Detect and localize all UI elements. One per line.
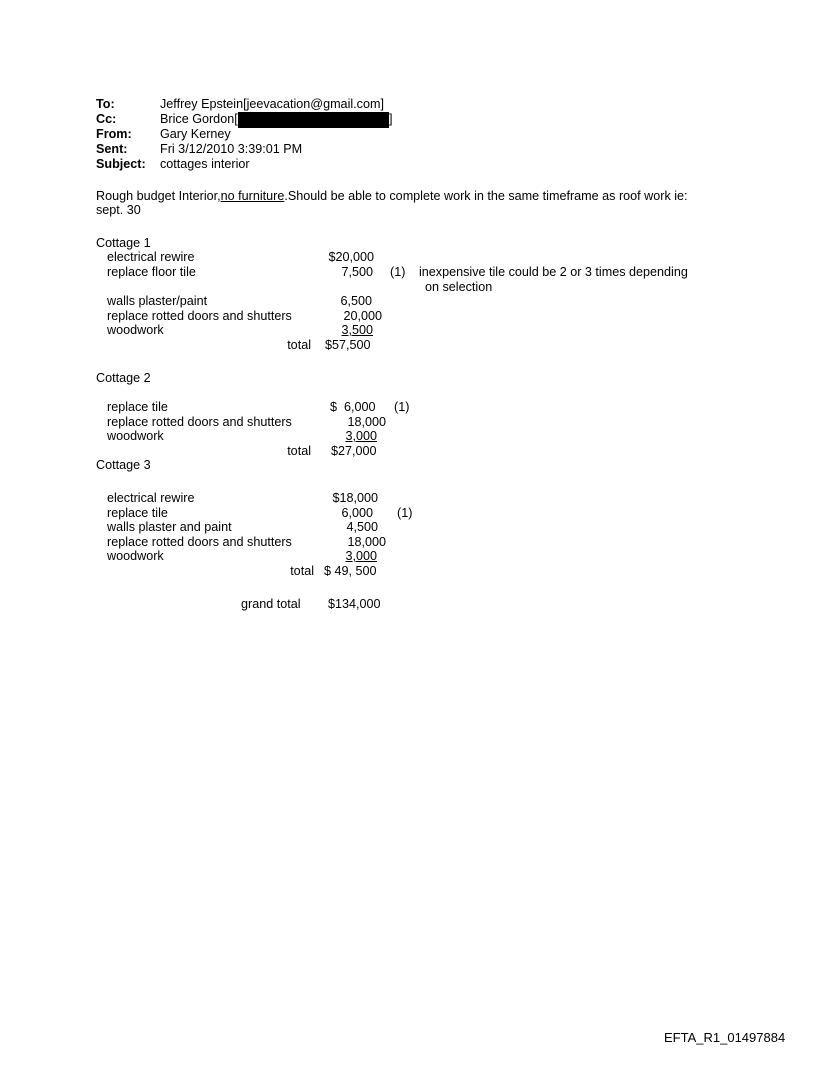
cottage1-item-label: replace rotted doors and shutters (107, 309, 292, 323)
document-id: EFTA_R1_01497884 (664, 1030, 786, 1045)
cottage2-item-label: replace rotted doors and shutters (107, 415, 292, 429)
cottage3-item-amount: 18,000 (347, 535, 386, 549)
cottage1-item-amount: 3,500 (341, 323, 373, 337)
cottage2-note-ref: (1) (394, 400, 410, 414)
sent-value: Fri 3/12/2010 3:39:01 PM (160, 142, 303, 156)
subject-label: Subject: (96, 157, 146, 171)
intro-line-1 (96, 189, 688, 203)
cottage3-item-label: electrical rewire (107, 491, 195, 505)
cc-close-bracket: ] (389, 112, 393, 126)
cottage2-total: $27,000 (331, 444, 377, 458)
cottage1-item-amount: $20,000 (328, 250, 374, 264)
intro-text-a: Rough budget Interior, (96, 189, 221, 203)
cottage3-item-label: walls plaster and paint (107, 520, 232, 534)
cottage1-item-label: replace floor tile (107, 265, 196, 279)
cottage1-note-cont: on selection (425, 280, 493, 294)
cottage3-title: Cottage 3 (96, 458, 151, 472)
cottage3-item-amount: 4,500 (346, 520, 378, 534)
cottage2-item-amount: 18,000 (347, 415, 386, 429)
grand-total-label: grand total (241, 597, 301, 611)
intro-text-b: .Should be able to complete work in the same timeframe as roof work ie: (284, 189, 688, 203)
cottage1-total-label: total (287, 338, 311, 352)
cottage1-item-amount: 6,500 (340, 294, 372, 308)
cottage1-total: $57,500 (325, 338, 371, 352)
cottage3-item-label: replace tile (107, 506, 168, 520)
to-value: Jeffrey Epstein[jeevacation@gmail.com] (160, 97, 384, 111)
cottage2-item-label: replace tile (107, 400, 168, 414)
cottage1-item-label: woodwork (107, 323, 164, 337)
intro-underlined: no furniture (220, 189, 285, 203)
cottage1-item-label: walls plaster/paint (107, 294, 208, 308)
cottage2-title: Cottage 2 (96, 371, 151, 385)
cottage1-item-amount: 20,000 (343, 309, 382, 323)
intro-line-2: sept. 30 (96, 203, 141, 217)
cottage1-note: inexpensive tile could be 2 or 3 times depending (419, 265, 688, 279)
cottage3-item-label: replace rotted doors and shutters (107, 535, 292, 549)
cottage3-total: $ 49, 500 (324, 564, 377, 578)
subject-value: cottages interior (160, 157, 250, 171)
cottage2-item-amount: 3,000 (345, 429, 377, 443)
cottage2-item-label: woodwork (107, 429, 164, 443)
cottage1-note-ref: (1) (390, 265, 406, 279)
cottage3-note-ref: (1) (397, 506, 413, 520)
sent-label: Sent: (96, 142, 128, 156)
from-label: From: (96, 127, 132, 141)
grand-total-value: $134,000 (328, 597, 381, 611)
to-label: To: (96, 97, 115, 111)
cottage3-item-amount: 6,000 (341, 506, 373, 520)
cottage3-item-amount: $18,000 (332, 491, 378, 505)
cottage3-item-amount: 3,000 (345, 549, 377, 563)
from-value: Gary Kerney (160, 127, 231, 141)
cottage2-item-amount: $ 6,000 (330, 400, 376, 414)
cottage3-total-label: total (290, 564, 314, 578)
cottage2-total-label: total (287, 444, 311, 458)
cottage1-item-label: electrical rewire (107, 250, 195, 264)
redaction-bar (238, 112, 389, 128)
cottage3-item-label: woodwork (107, 549, 164, 563)
cottage1-title: Cottage 1 (96, 236, 151, 250)
cc-label: Cc: (96, 112, 117, 126)
cottage1-item-amount: 7,500 (341, 265, 373, 279)
cc-value: Brice Gordon[ (160, 112, 238, 126)
